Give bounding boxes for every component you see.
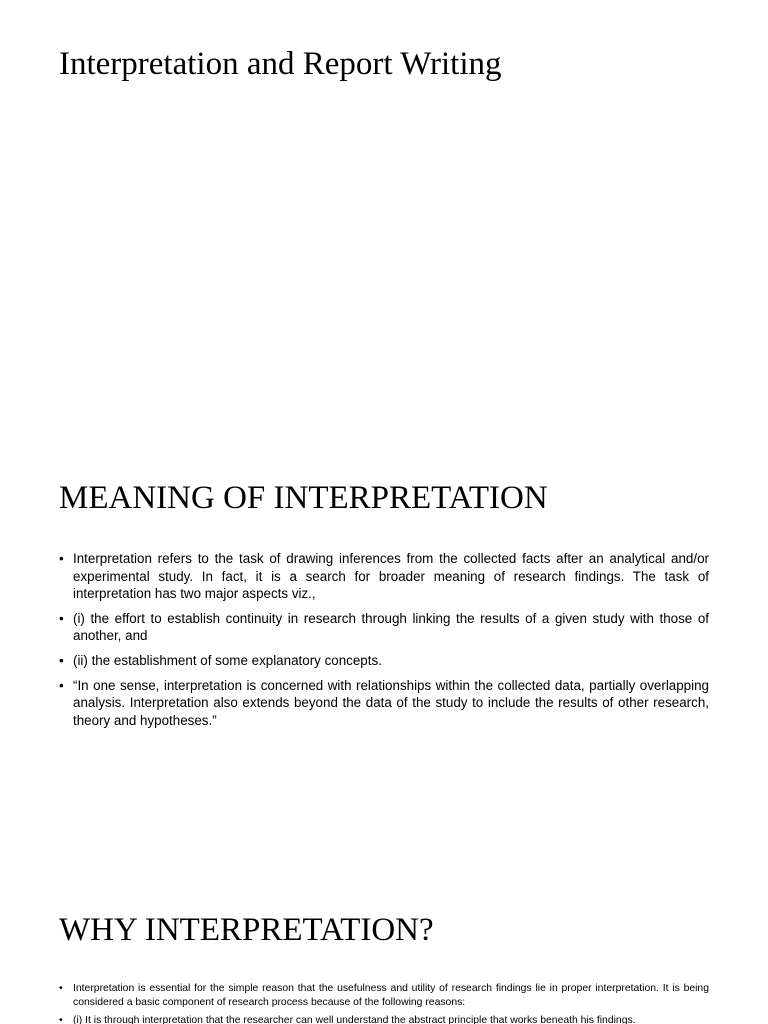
list-item [59, 550, 709, 603]
slide-why-interpretation [0, 868, 768, 1024]
slide-title: Interpretation and Report Writing [59, 46, 502, 82]
slide-title-page [0, 0, 768, 434]
bullet-icon: • [59, 652, 64, 668]
bullet-list [59, 550, 709, 736]
list-item [59, 1014, 709, 1024]
slide-heading: MEANING OF INTERPRETATION [59, 480, 548, 516]
bullet-text: (i) It is through interpretation that the researcher can well understand the abstract principle that works beneath his findings. [73, 1015, 636, 1024]
bullet-icon: • [59, 610, 64, 626]
list-item [59, 982, 709, 1010]
bullet-icon: • [59, 677, 64, 693]
bullet-text: (i) the effort to establish continuity in research through linking the results of a given study with those of another, and [73, 610, 709, 644]
bullet-text: “In one sense, interpretation is concerned with relationships within the collected data, partially overlapping analysis. Interpretation also extends beyond the data of the study to include the results of other research, theory and hypotheses.” [73, 677, 709, 728]
bullet-icon: • [59, 983, 63, 994]
bullet-list [59, 982, 709, 1024]
bullet-text: (ii) the establishment of some explanatory concepts. [73, 652, 382, 668]
slide-heading: WHY INTERPRETATION? [59, 912, 434, 948]
list-item [59, 652, 709, 670]
list-item [59, 677, 709, 730]
list-item [59, 610, 709, 645]
bullet-icon: • [59, 551, 64, 566]
bullet-icon: • [59, 1015, 63, 1024]
bullet-text: Interpretation is essential for the simple reason that the usefulness and utility of research findings lie in proper interpretation. It is being considered a basic component of research process because of the following reasons: [73, 983, 709, 1008]
bullet-text: Interpretation refers to the task of drawing inferences from the collected facts after an analytical and/or experimental study. In fact, it is a search for broader meaning of research findings. The task of interpretation has two major aspects viz., [73, 551, 709, 602]
slide-meaning-of-interpretation [0, 434, 768, 868]
